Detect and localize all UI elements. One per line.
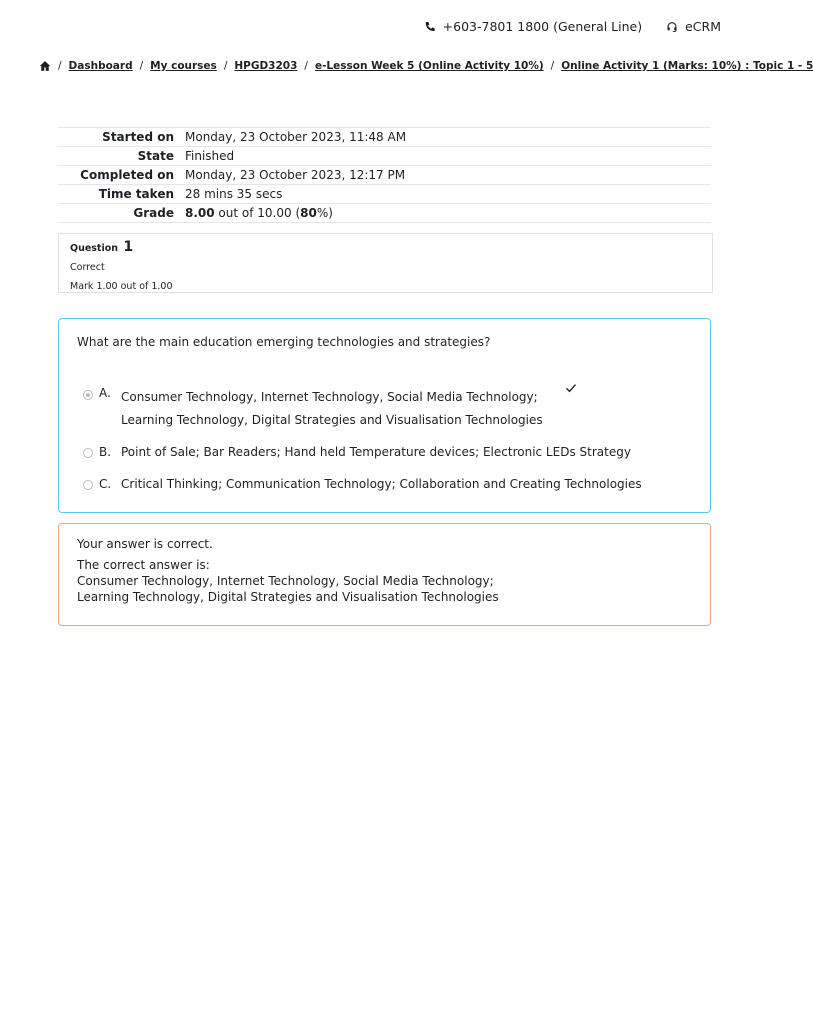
question-number [70,238,701,258]
breadcrumb-separator: / [139,60,144,72]
check-icon [565,382,577,394]
breadcrumb-dashboard[interactable]: Dashboard [68,60,133,72]
answer-option-c [77,473,692,496]
feedback-box [58,523,711,626]
option-letter: B. [99,445,112,459]
top-bar [424,19,721,34]
time-value: 28 mins 35 secs [185,187,283,201]
breadcrumb-separator: / [223,60,228,72]
summary-row-started [58,128,711,147]
headset-icon [666,21,678,33]
breadcrumb [39,60,813,72]
breadcrumb-separator: / [304,60,308,72]
radio-option-a[interactable] [83,390,93,400]
correct-answer-label: The correct answer is: [77,558,210,572]
question-mark: Mark 1.00 out of 1.00 [70,281,173,292]
started-label: Started on [102,130,174,144]
option-text: Point of Sale; Bar Readers; Hand held Temperature devices; Electronic LEDs Strategy [121,445,631,459]
breadcrumb-separator: / [58,60,62,72]
grade-end: %) [316,206,333,220]
option-text: Consumer Technology, Internet Technology, Social Media Technology; Learning Technology, Digital Strategies and Visualisation Technologies [121,390,543,427]
correct-answer-text: Consumer Technology, Internet Technology, Social Media Technology; Learning Technology, Digital Strategies and Visualisation Technologies [77,574,499,604]
attempt-summary-table [58,127,711,223]
option-letter: A. [99,386,111,400]
answer-option-b [77,441,692,464]
answer-option-a [77,386,692,432]
radio-option-c[interactable] [83,480,93,490]
summary-row-grade [58,204,711,223]
feedback-result: Your answer is correct. [77,537,213,551]
breadcrumb-my-courses[interactable]: My courses [150,60,217,72]
grade-out-of: out of 10.00 ( [214,206,301,220]
radio-option-b[interactable] [83,448,93,458]
phone-link[interactable] [424,19,642,34]
question-info-box [58,233,713,293]
summary-row-time [58,185,711,204]
question-text: What are the main education emerging technologies and strategies? [77,335,491,349]
breadcrumb-activity[interactable]: Online Activity 1 (Marks: 10%) : Topic 1 - 5 [561,60,813,72]
completed-value: Monday, 23 October 2023, 12:17 PM [185,168,406,182]
time-label: Time taken [98,187,174,201]
grade-percent: 80 [300,206,317,220]
question-number-value: 1 [123,239,134,255]
summary-row-state [58,147,711,166]
completed-label: Completed on [80,168,174,182]
breadcrumb-lesson[interactable]: e-Lesson Week 5 (Online Activity 10%) [314,60,544,72]
state-label: State [137,149,174,163]
grade-score: 8.00 [185,206,215,220]
state-value: Finished [185,149,235,163]
option-letter: C. [99,477,112,491]
question-label: Question [70,243,119,254]
phone-text: +603-7801 1800 (General Line) [442,19,643,34]
grade-label: Grade [133,206,174,220]
home-icon[interactable] [39,60,51,72]
ecrm-text: eCRM [685,19,721,34]
ecrm-link[interactable] [666,19,721,34]
started-value: Monday, 23 October 2023, 11:48 AM [185,130,407,144]
breadcrumb-separator: / [550,60,555,72]
grade-value [185,204,711,223]
summary-row-completed [58,166,711,185]
phone-icon [424,21,436,33]
answer-options [77,386,692,496]
option-text: Critical Thinking; Communication Technology; Collaboration and Creating Technologies [121,477,642,491]
question-status: Correct [70,262,105,273]
question-formulation [58,318,711,513]
breadcrumb-course[interactable]: HPGD3203 [234,60,298,72]
